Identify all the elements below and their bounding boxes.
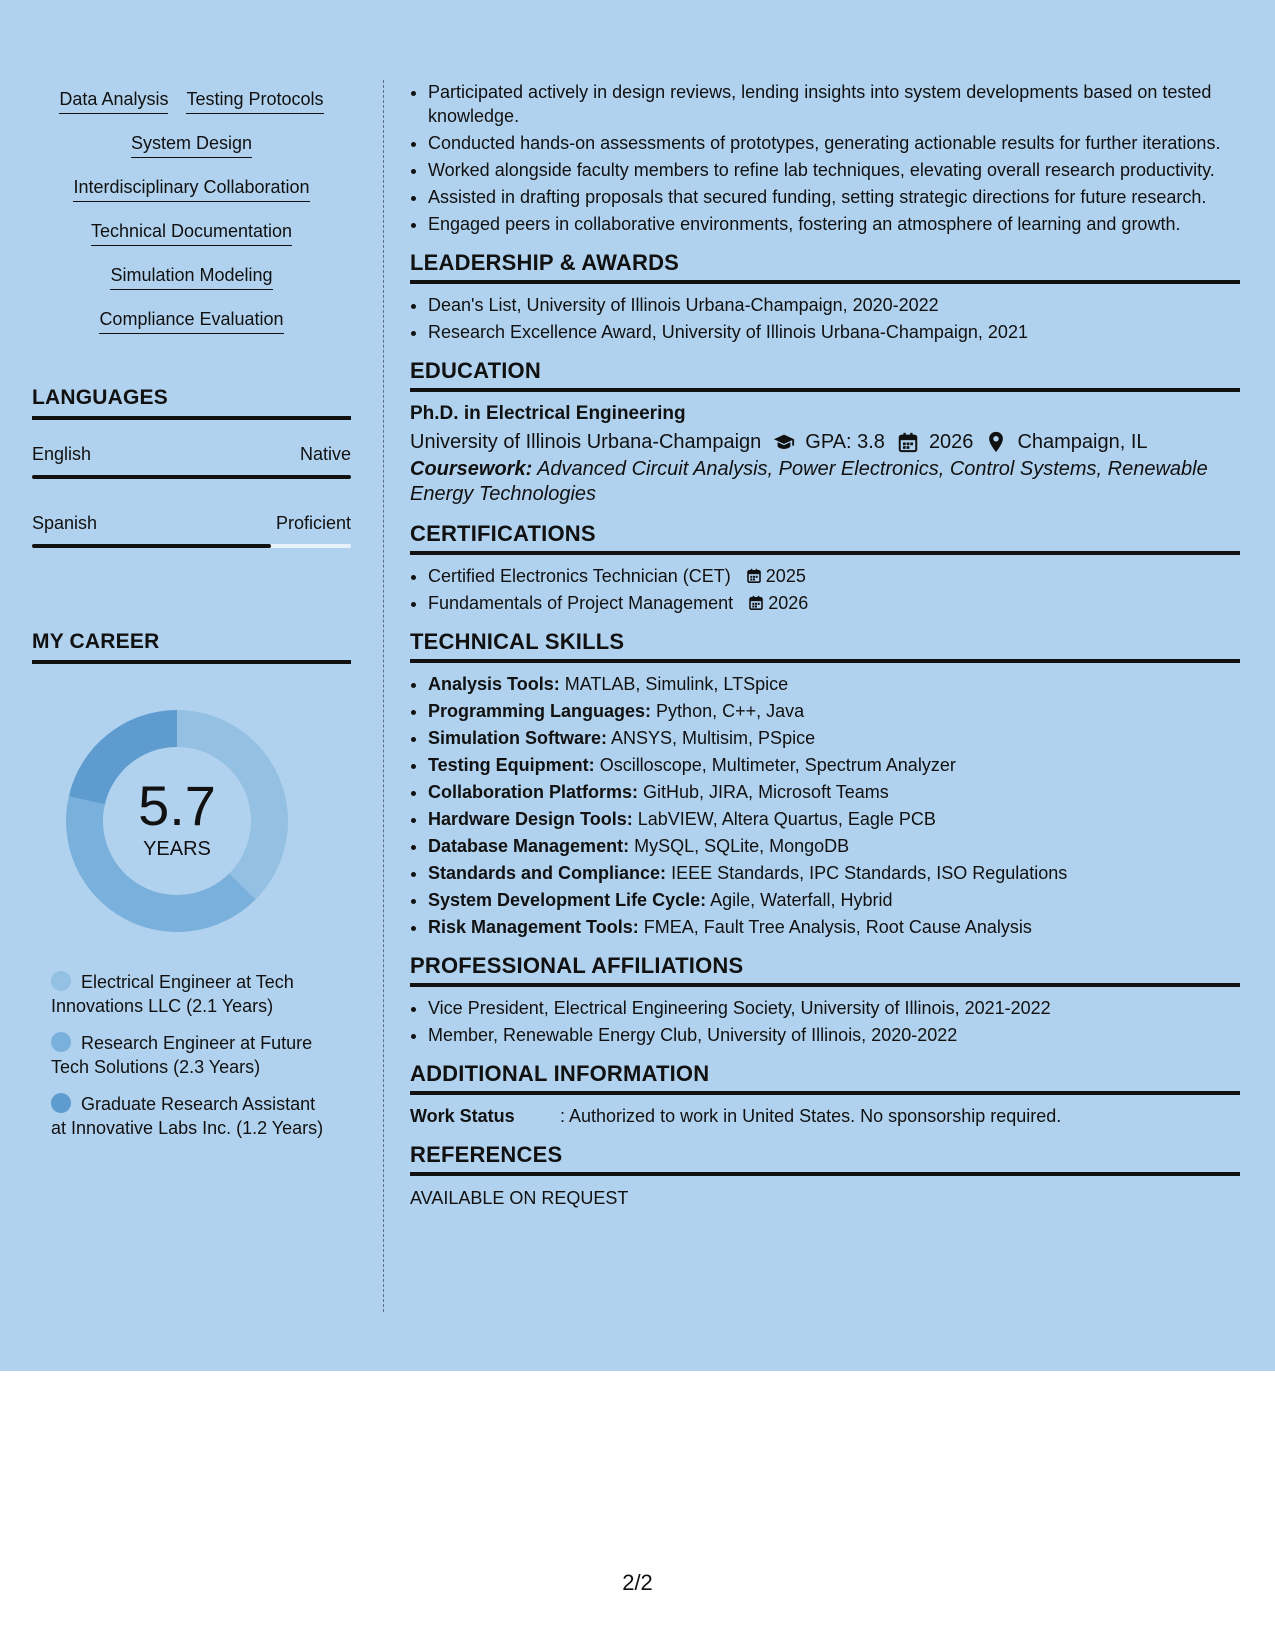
coursework-list: Advanced Circuit Analysis, Power Electronics, Control Systems, Renewable Energy Technologies [410, 458, 1208, 505]
coursework-label: Coursework: [410, 458, 533, 480]
list-item [428, 834, 1240, 858]
language-name: English [32, 444, 92, 464]
gpa: GPA: 3.8 [805, 431, 885, 453]
education-details [410, 427, 1240, 457]
affiliations-heading: PROFESSIONAL AFFILIATIONS [410, 953, 1240, 987]
work-status-label: Work Status [410, 1106, 515, 1126]
calendar-icon [897, 431, 919, 453]
certification-year: 2025 [765, 566, 806, 586]
language-name: Spanish [32, 513, 98, 533]
list-item [428, 591, 1240, 615]
certification-name: Fundamentals of Project Management [428, 593, 734, 613]
skill-tag: Technical Documentation [91, 220, 292, 246]
career-heading: MY CAREER [32, 630, 351, 664]
list-item: • Participated actively in design reviews, lending insights into system developments based on tested knowledge. [428, 80, 1240, 128]
technical-skills-list [410, 672, 1240, 939]
list-item [428, 888, 1240, 912]
awards-list [410, 293, 1240, 344]
affiliations-list [410, 996, 1240, 1047]
skill-category: Hardware Design Tools: [428, 809, 633, 829]
list-item [428, 780, 1240, 804]
technical-skills-heading: TECHNICAL SKILLS [410, 629, 1240, 663]
skill-values: GitHub, JIRA, Microsoft Teams [643, 782, 889, 802]
page-number: 2/2 [622, 1570, 653, 1595]
right-column [410, 80, 1240, 1210]
list-item [428, 699, 1240, 723]
list-item: • Conducted hands-on assessments of prototypes, generating actionable results for further iterations. [428, 131, 1240, 155]
skill-tag: System Design [131, 132, 252, 158]
skill-tag: Data Analysis [59, 88, 168, 114]
skill-category: Standards and Compliance: [428, 863, 667, 883]
skill-category: Analysis Tools: [428, 674, 560, 694]
languages-section [32, 386, 351, 548]
skill-category: Database Management: [428, 836, 630, 856]
career-legend-dot [51, 1093, 71, 1113]
language-row [32, 444, 351, 465]
list-item: • Member, Renewable Energy Club, University of Illinois, 2020-2022 [428, 1023, 1240, 1047]
additional-info-heading: ADDITIONAL INFORMATION [410, 1061, 1240, 1095]
calendar-icon [746, 567, 762, 584]
certification-name: Certified Electronics Technician (CET) [428, 566, 731, 586]
skill-tag: Testing Protocols [186, 88, 323, 114]
references-text: AVAILABLE ON REQUEST [410, 1188, 629, 1208]
career-item-label: Research Engineer at Future Tech Solutions (2.3 Years) [51, 1033, 313, 1077]
career-list [51, 970, 331, 1153]
school-name: University of Illinois Urbana-Champaign [410, 431, 762, 453]
skill-values: MySQL, SQLite, MongoDB [634, 836, 850, 856]
calendar-icon [748, 594, 764, 611]
skill-values: IEEE Standards, IPC Standards, ISO Regulations [671, 863, 1068, 883]
list-item: • Dean's List, University of Illinois Urbana-Champaign, 2020-2022 [428, 293, 1240, 317]
skill-values: ANSYS, Multisim, PSpice [611, 728, 816, 748]
left-column [32, 80, 351, 1138]
list-item [428, 726, 1240, 750]
career-item [51, 970, 331, 1018]
list-item: • Worked alongside faculty members to refine lab techniques, elevating overall research productivity. [428, 158, 1240, 182]
career-donut-chart [66, 710, 288, 932]
skill-values: Oscilloscope, Multimeter, Spectrum Analyzer [599, 755, 956, 775]
degree-title: Ph.D. in Electrical Engineering [410, 403, 686, 424]
language-row [32, 513, 351, 534]
coursework [410, 457, 1240, 507]
skills-tags [32, 80, 351, 334]
list-item: • Assisted in drafting proposals that secured funding, setting strategic directions for future research. [428, 185, 1240, 209]
career-section [32, 630, 351, 664]
list-item: • Vice President, Electrical Engineering Society, University of Illinois, 2021-2022 [428, 996, 1240, 1020]
column-divider [383, 80, 384, 1312]
career-item [51, 1092, 331, 1140]
list-item: • Research Excellence Award, University of Illinois Urbana-Champaign, 2021 [428, 320, 1240, 344]
list-item [428, 915, 1240, 939]
list-item [428, 861, 1240, 885]
skill-tag: Interdisciplinary Collaboration [73, 176, 309, 202]
education-heading: EDUCATION [410, 358, 1240, 392]
skill-tag: Compliance Evaluation [99, 308, 283, 334]
career-legend-dot [51, 1032, 71, 1052]
career-legend-dot [51, 971, 71, 991]
skill-values: MATLAB, Simulink, LTSpice [564, 674, 789, 694]
languages-heading: LANGUAGES [32, 386, 351, 420]
skill-values: Agile, Waterfall, Hybrid [710, 890, 893, 910]
skill-category: Collaboration Platforms: [428, 782, 639, 802]
skill-category: Testing Equipment: [428, 755, 595, 775]
career-unit: YEARS [143, 838, 211, 860]
skill-category: Programming Languages: [428, 701, 652, 721]
skill-values: LabVIEW, Altera Quartus, Eagle PCB [637, 809, 936, 829]
certifications-heading: CERTIFICATIONS [410, 521, 1240, 555]
career-item-label: Electrical Engineer at Tech Innovations LLC (2.1 Years) [51, 972, 294, 1016]
list-item: • Engaged peers in collaborative environments, fostering an atmosphere of learning and growth. [428, 212, 1240, 236]
language-bar [32, 475, 351, 479]
language-level: Proficient [275, 513, 351, 533]
work-status-row [410, 1104, 1240, 1128]
certifications-list [410, 564, 1240, 615]
references-heading: REFERENCES [410, 1142, 1240, 1176]
experience-bullets [410, 80, 1240, 236]
language-bar-fill [32, 475, 351, 479]
list-item [428, 564, 1240, 588]
list-item [428, 753, 1240, 777]
language-bar-fill [32, 544, 271, 548]
language-bar [32, 544, 351, 548]
skill-category: Risk Management Tools: [428, 917, 639, 937]
graduation-cap-icon [773, 431, 795, 453]
work-status-value: : Authorized to work in United States. No sponsorship required. [560, 1106, 1062, 1126]
certification-year: 2026 [768, 593, 809, 613]
career-item-label: Graduate Research Assistant at Innovative Labs Inc. (1.2 Years) [51, 1094, 324, 1138]
graduation-year: 2026 [928, 431, 974, 453]
skill-values: Python, C++, Java [656, 701, 805, 721]
skill-tag: Simulation Modeling [110, 264, 272, 290]
skill-category: Simulation Software: [428, 728, 608, 748]
skill-category: System Development Life Cycle: [428, 890, 707, 910]
school-location: Champaign, IL [1017, 431, 1148, 453]
list-item [428, 807, 1240, 831]
career-total: 5.7 [138, 774, 216, 837]
career-item [51, 1031, 331, 1079]
awards-heading: LEADERSHIP & AWARDS [410, 250, 1240, 284]
language-level: Native [299, 444, 351, 464]
list-item [428, 672, 1240, 696]
skill-values: FMEA, Fault Tree Analysis, Root Cause Analysis [643, 917, 1032, 937]
location-pin-icon [985, 431, 1007, 453]
